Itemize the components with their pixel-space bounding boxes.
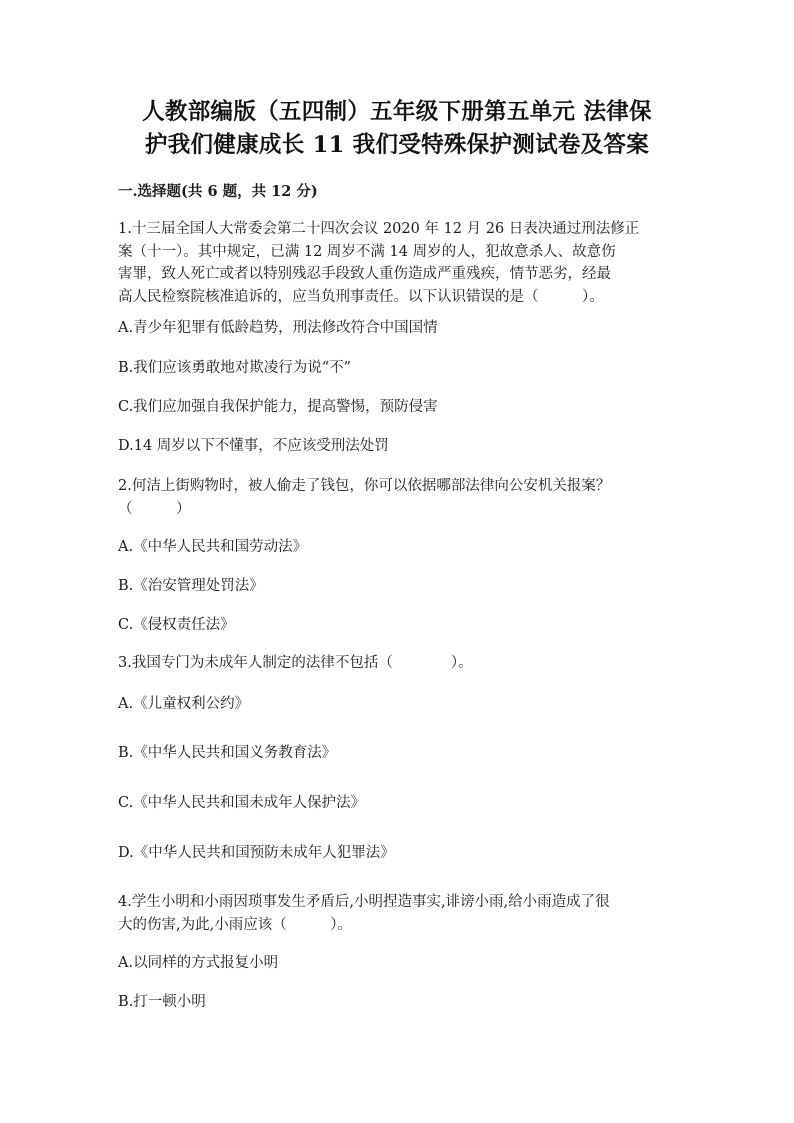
question-2-stem	[118, 475, 678, 520]
question-text-line: 3.我国专门为未成年人制定的法律不包括（ ）。	[118, 655, 473, 671]
section-heading: 一.选择题(共 6 题，共 12 分)	[118, 183, 318, 200]
question-4-option-b: B.打一顿小明	[118, 994, 206, 1010]
question-3-option-a: A.《儿童权利公约》	[118, 696, 250, 712]
title-line-2: 护我们健康成长 11 我们受特殊保护测试卷及答案	[144, 132, 650, 158]
question-3-stem	[118, 652, 678, 675]
question-4-option-a: A.以同样的方式报复小明	[118, 955, 279, 971]
question-3-option-c: C.《中华人民共和国未成年人保护法》	[118, 795, 366, 811]
question-1-option-b: B.我们应该勇敢地对欺凌行为说“不”	[118, 360, 352, 376]
question-4-stem	[118, 891, 678, 936]
question-1-option-d: D.14 周岁以下不懂事，不应该受刑法处罚	[118, 438, 389, 454]
question-1-stem	[118, 218, 678, 308]
question-2-option-a: A.《中华人民共和国劳动法》	[118, 539, 308, 555]
page-title	[80, 96, 714, 162]
question-text-line: 案（十一）。其中规定，已满 12 周岁不满 14 周岁的人，犯故意杀人、故意伤	[118, 243, 616, 260]
question-text-line: 4.学生小明和小雨因琐事发生矛盾后,小明捏造事实,诽谤小雨,给小雨造成了很	[118, 894, 610, 910]
question-3-option-d: D.《中华人民共和国预防未成年人犯罪法》	[118, 845, 395, 861]
question-text-line: 高人民检察院核准追诉的，应当负刑事责任。以下认识错误的是（ ）。	[118, 288, 604, 305]
question-1-option-c: C.我们应加强自我保护能力，提高警惕，预防侵害	[118, 399, 438, 415]
question-text-line: 1.十三届全国人大常委会第二十四次会议 2020 年 12 月 26 日表决通过刑法修正	[118, 221, 640, 237]
question-text-line: 大的伤害,为此,小雨应该（ ）。	[118, 916, 352, 933]
question-3-option-b: B.《中华人民共和国义务教育法》	[118, 745, 337, 761]
question-text-line: 害罪，致人死亡或者以特别残忍手段致人重伤造成严重残疾，情节恶劣，经最	[118, 266, 611, 282]
question-2-option-c: C.《侵权责任法》	[118, 617, 235, 633]
title-line-1: 人教部编版（五四制）五年级下册第五单元 法律保	[142, 99, 652, 125]
question-1-option-a: A.青少年犯罪有低龄趋势，刑法修改符合中国国情	[118, 320, 438, 336]
question-text-line: （ ）	[118, 500, 191, 517]
question-2-option-b: B.《治安管理处罚法》	[118, 578, 264, 594]
question-text-line: 2.何洁上街购物时，被人偷走了钱包，你可以依据哪部法律向公安机关报案？	[118, 478, 611, 494]
